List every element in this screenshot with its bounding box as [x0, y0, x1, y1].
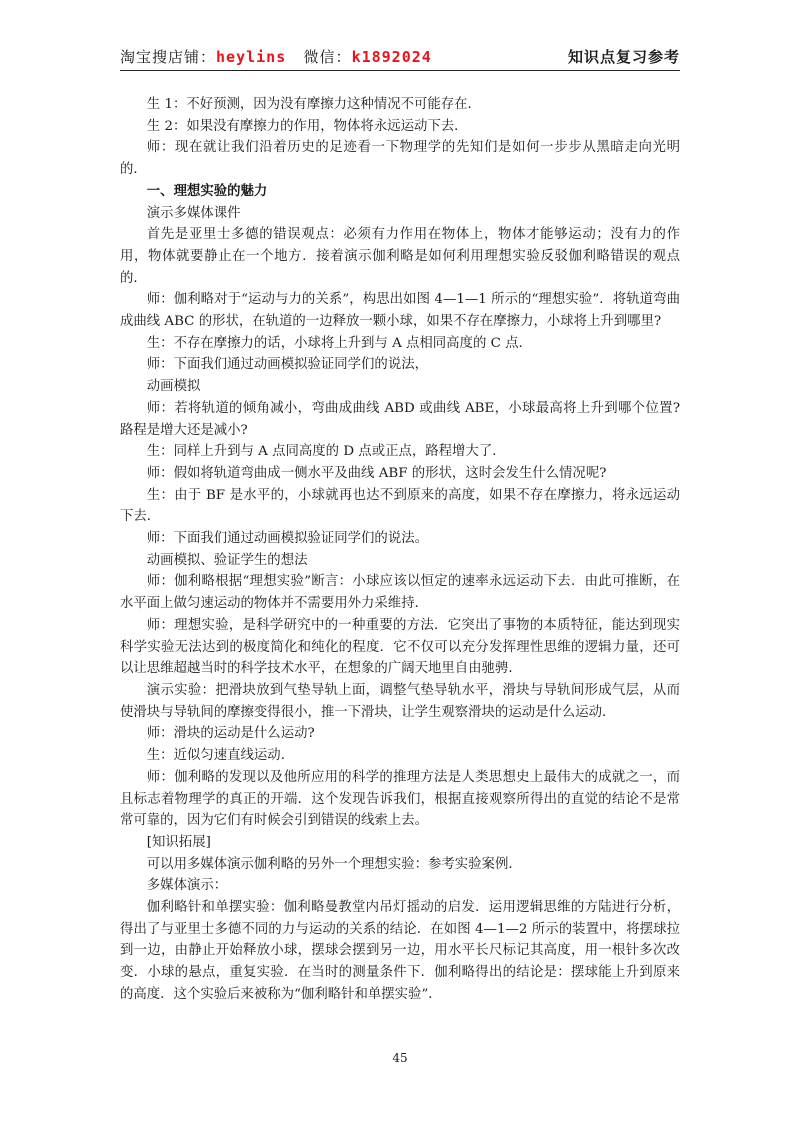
paragraph: 可以用多媒体演示伽利略的另外一个理想实验：参考实验案例．: [146, 856, 522, 872]
paragraph: 演示实验：把滑块放到气垫导轨上面，调整气垫导轨水平，滑块与导轨间形成气层，从而使滑块与导轨间的摩擦变得很小，推一下滑块，让学生观察滑块的运动是什么运动．: [120, 682, 680, 720]
shop-name: heylins: [216, 48, 287, 66]
header-shop-info: [120, 46, 432, 67]
paragraph: 师：现在就让我们沿着历史的足迹看一下物理学的先知们是如何一步步从黑暗走向光明的．: [120, 140, 680, 178]
paragraph: 演示多媒体课件: [146, 205, 241, 221]
wechat-id: k1892024: [351, 48, 432, 66]
paragraph: 生：同样上升到与 A 点同高度的 D 点或正点，路程增大了．: [146, 444, 506, 460]
paragraph: 伽利略针和单摆实验：伽利略曼教堂内吊灯摇动的启发．运用逻辑思维的方陆进行分析，得出了与亚里士多德不同的力与运动的关系的结论．在如图 4—1—2 所示的装置中，将摆球拉到一边，由静止开始释放小球，摆球会摆到另一边，用水平长尺标记其高度，用一根针多次改变．小球的悬点，重复实验．在当时的测量条件下．伽利略得出的结论是：摆球能上升到原来的高度．这个实验后来被称为“伽利略针和单摆实验”．: [120, 900, 680, 1002]
paragraph: 师：假如将轨道弯曲成一侧水平及曲线 ABF 的形状，这时会发生什么情况呢?: [146, 465, 607, 481]
paragraph: 师：若将轨道的倾角减小，弯曲成曲线 ABD 或曲线 ABE，小球最高将上升到哪个位置?路程是增大还是减小?: [120, 400, 680, 438]
paragraph: [知识拓展]: [146, 834, 211, 850]
paragraph: 师：理想实验，是科学研究中的一种重要的方法．它突出了事物的本质特征，能达到现实科学实验无法达到的极度简化和纯化的程度．它不仅可以充分发挥理性思维的逻辑力量，还可以让思维超越当时的科学技术水平，在想象的广阔天地里自由驰骋．: [120, 617, 680, 677]
paragraph: 动画模拟: [146, 379, 201, 395]
document-body: [120, 94, 680, 1006]
paragraph: 生 2：如果没有摩擦力的作用，物体将永远运动下去．: [146, 118, 468, 134]
paragraph: 动画模拟、验证学生的想法: [146, 552, 308, 568]
paragraph: 生：由于 BF 是水平的，小球就再也达不到原来的高度，如果不存在摩擦力，将永远运动下去．: [120, 487, 680, 525]
wechat-label: 微信：: [303, 48, 352, 66]
paragraph: 生：近似匀速直线运动．: [146, 748, 295, 764]
shop-label: 淘宝搜店铺：: [120, 48, 217, 66]
paragraph: 师：伽利略的发现以及他所应用的科学的推理方法是人类思想史上最伟大的成就之一，而且标志着物理学的真正的开端．这个发现告诉我们，根据直接观察所得出的直觉的结论不是常常可靠的，因为它们有时候会引到错误的线索上去。: [120, 769, 680, 829]
header-title: 知识点复习参考: [567, 48, 680, 66]
paragraph: 师：滑块的运动是什么运动?: [146, 726, 315, 742]
paragraph: 师：伽利略对于“运动与力的关系”，构思出如图 4—1—1 所示的“理想实验”．将轨道弯曲成曲线 ABC 的形状，在轨道的一边释放一颗小球，如果不存在摩擦力，小球将上升到哪里?: [120, 292, 680, 330]
paragraph: 生：不存在摩擦力的话，小球将上升到与 A 点相同高度的 C 点．: [146, 335, 532, 351]
section-heading: 一、理想实验的魅力: [146, 182, 268, 199]
page-header: [120, 44, 680, 71]
page-number: 45: [392, 1051, 408, 1065]
paragraph: 师：下面我们通过动画模拟验证同学们的说法。: [146, 531, 428, 547]
paragraph: 师：下面我们通过动画模拟验证同学们的说法，: [146, 357, 428, 373]
paragraph: 生 1：不好预测，因为没有摩擦力这种情况不可能存在．: [146, 97, 481, 112]
paragraph: 多媒体演示：: [146, 878, 228, 894]
paragraph: 首先是亚里士多德的错误观点：必须有力作用在物体上，物体才能够运动；没有力的作用，物体就要静止在一个地方．接着演示伽利略是如何利用理想实验反驳伽利略错误的观点的．: [120, 227, 680, 286]
paragraph: 师：伽利略根据“理想实验”断言：小球应该以恒定的速率永远运动下去．由此可推断，在水平面上做匀速运动的物体并不需要用外力采维持．: [120, 574, 680, 612]
